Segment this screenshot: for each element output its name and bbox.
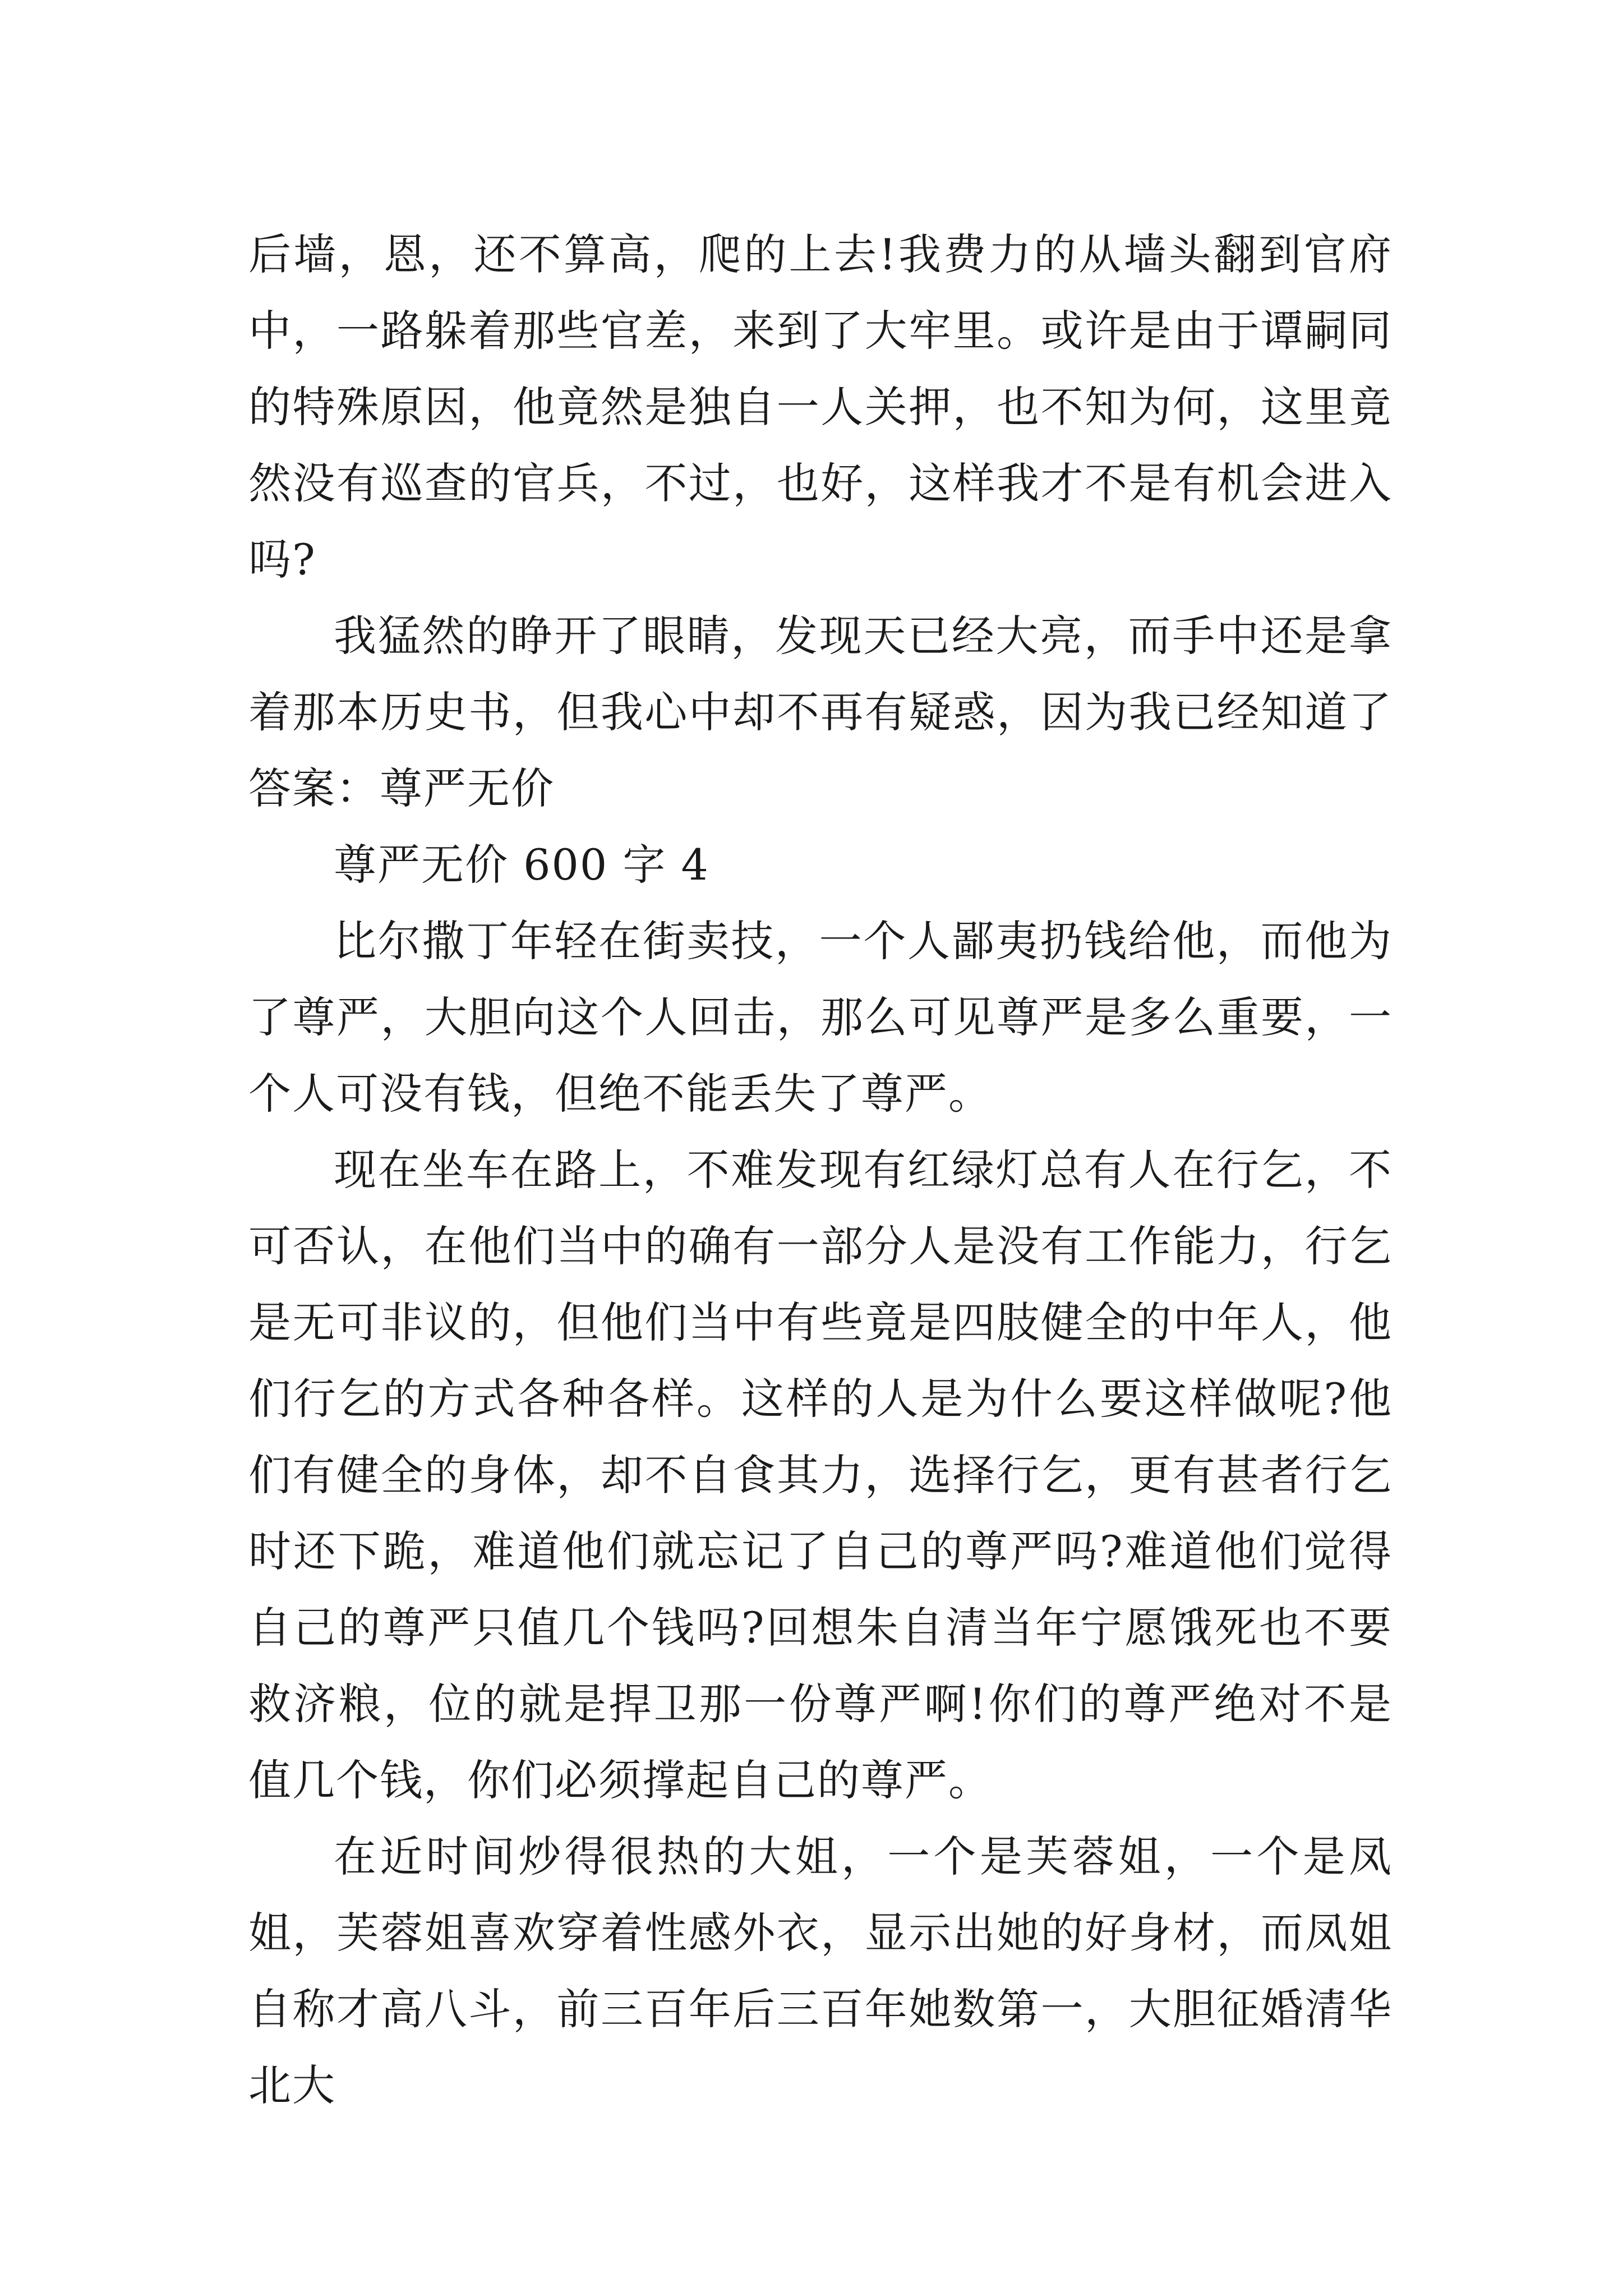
paragraph-celebrities: 在近时间炒得很热的大姐，一个是芙蓉姐，一个是凤姐，芙蓉姐喜欢穿着性感外衣，显示出她的好身材，而凤姐自称才高八斗，前三百年后三百年她数第一，大胆征婚清华北大 <box>248 1832 1393 2110</box>
paragraph-awakening: 我猛然的睁开了眼睛，发现天已经大亮，而手中还是拿着那本历史书，但我心中却不再有疑惑，因为我已经知道了答案：尊严无价 <box>248 611 1393 813</box>
essay-heading: 尊严无价 600 字 4 <box>334 840 709 890</box>
document-body <box>248 217 1393 2124</box>
paragraph-continuation: 后墙，恩，还不算高，爬的上去!我费力的从墙头翻到官府中，一路躲着那些官差，来到了大牢里。或许是由于谭嗣同的特殊原因，他竟然是独自一人关押，也不知为何，这里竟然没有巡查的官兵，不过，也好，这样我才不是有机会进入吗? <box>248 229 1393 585</box>
paragraph-beggars: 现在坐车在路上，不难发现有红绿灯总有人在行乞，不可否认，在他们当中的确有一部分人是没有工作能力，行乞是无可非议的，但他们当中有些竟是四肢健全的中年人，他们行乞的方式各种各样。这样的人是为什么要这样做呢?他们有健全的身体，却不自食其力，选择行乞，更有甚者行乞时还下跪，难道他们就忘记了自己的尊严吗?难道他们觉得自己的尊严只值几个钱吗?回想朱自清当年宁愿饿死也不要救济粮，位的就是捍卫那一份尊严啊!你们的尊严绝对不是值几个钱，你们必须撑起自己的尊严。 <box>248 1145 1393 1805</box>
paragraph-busker: 比尔撒丁年轻在街卖技，一个人鄙夷扔钱给他，而他为了尊严，大胆向这个人回击，那么可见尊严是多么重要，一个人可没有钱，但绝不能丢失了尊严。 <box>248 916 1393 1119</box>
